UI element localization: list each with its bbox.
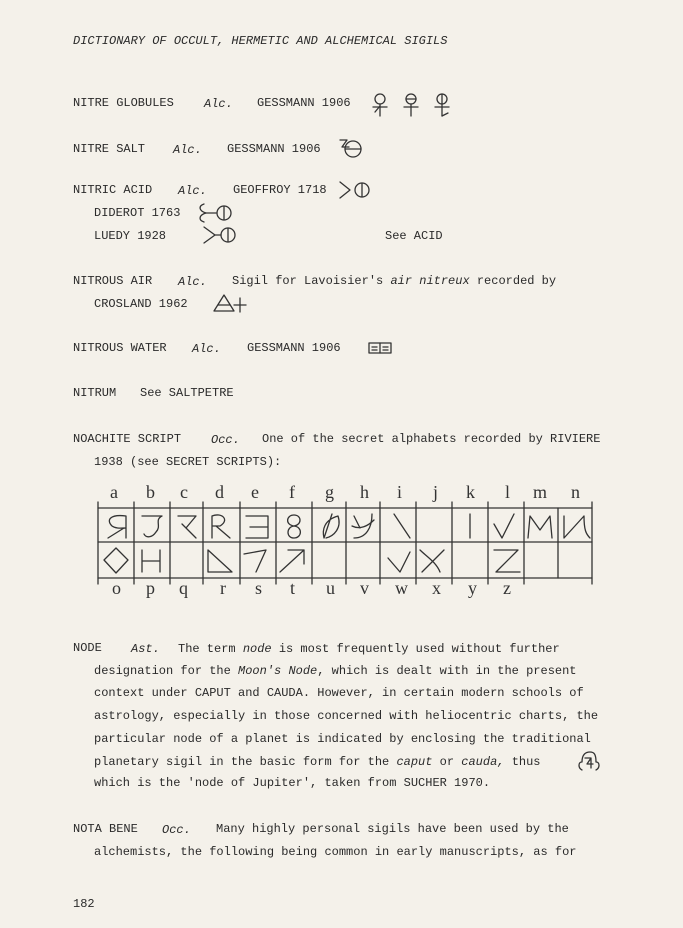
- nitric-acid-sigil-3: [202, 224, 238, 246]
- entry-text: designation for the Moon's Node, which is dealt with in the present: [94, 664, 577, 678]
- node-of-jupiter-sigil: [576, 750, 602, 772]
- alphabet-letter: z: [503, 578, 511, 598]
- entry-text: alchemists, the following being common in early manuscripts, as for: [94, 845, 577, 859]
- entry-term-noachite-script: NOACHITE SCRIPT: [73, 432, 182, 446]
- entry-text: Many highly personal sigils have been used by the: [216, 822, 569, 836]
- nitre-salt-sigil: [337, 137, 365, 159]
- entry-term-nitric-acid: NITRIC ACID: [73, 183, 153, 197]
- alphabet-letter: d: [215, 482, 224, 502]
- entry-term-nitrous-air: NITROUS AIR: [73, 274, 153, 288]
- entry-tag: Alc.: [204, 97, 233, 111]
- entry-source: GESSMANN 1906: [257, 96, 351, 110]
- alphabet-letter: b: [146, 482, 155, 502]
- nitric-acid-sigil-1: [338, 179, 372, 201]
- see-reference: See ACID: [385, 229, 443, 243]
- alphabet-letter: h: [360, 482, 369, 502]
- page-number: 182: [73, 897, 95, 911]
- nitre-globules-sigils: [370, 92, 460, 118]
- alphabet-letter: m: [533, 482, 548, 502]
- entry-tag: Occ.: [211, 433, 240, 447]
- entry-source-sub: CROSLAND 1962: [94, 297, 188, 311]
- alphabet-letter: w: [395, 578, 408, 598]
- entry-tag: Occ.: [162, 823, 191, 837]
- entry-term-nitrum: NITRUM: [73, 386, 117, 400]
- entry-tag: Alc.: [192, 342, 221, 356]
- nitric-acid-sigil-2: [196, 201, 234, 225]
- alphabet-letter: e: [251, 482, 259, 502]
- running-header: DICTIONARY OF OCCULT, HERMETIC AND ALCHEMICAL SIGILS: [73, 34, 448, 48]
- entry-source-sub: LUEDY 1928: [94, 229, 167, 243]
- alphabet-letter: c: [180, 482, 188, 502]
- alphabet-letter: g: [325, 482, 334, 502]
- entry-tag: Alc.: [178, 184, 207, 198]
- noachite-alphabet-grid: [90, 498, 600, 588]
- alphabet-letter: l: [505, 482, 511, 502]
- alphabet-letter: x: [432, 578, 441, 598]
- entry-source-sub: DIDEROT 1763: [94, 206, 181, 220]
- entry-text: particular node of a planet is indicated by enclosing the traditional: [94, 732, 591, 746]
- alphabet-letter: u: [326, 578, 335, 598]
- entry-source: GEOFFROY 1718: [233, 183, 327, 197]
- see-reference: See SALTPETRE: [140, 386, 234, 400]
- alphabet-letter: a: [110, 482, 118, 502]
- alphabet-letter: k: [466, 482, 475, 502]
- entry-source: GESSMANN 1906: [247, 341, 341, 355]
- entry-text: context under CAPUT and CAUDA. However, in certain modern schools of: [94, 686, 584, 700]
- entry-text: which is the 'node of Jupiter', taken from SUCHER 1970.: [94, 776, 491, 790]
- alphabet-letter: o: [112, 578, 121, 598]
- alphabet-letter: t: [290, 578, 296, 598]
- entry-source: GESSMANN 1906: [227, 142, 321, 156]
- alphabet-letter: f: [289, 482, 295, 502]
- entry-text: The term node is most frequently used without further: [178, 642, 560, 656]
- entry-tag: Alc.: [178, 275, 207, 289]
- entry-term-nitre-salt: NITRE SALT: [73, 142, 146, 156]
- nitrous-water-sigil: [368, 341, 392, 355]
- alphabet-letter: y: [468, 578, 477, 598]
- alphabet-letter: n: [571, 482, 580, 502]
- alphabet-letter: s: [255, 578, 263, 598]
- alphabet-letter: i: [397, 482, 403, 502]
- entry-term-nitrous-water: NITROUS WATER: [73, 341, 167, 355]
- alphabet-letter: q: [179, 578, 188, 598]
- entry-text: Sigil for Lavoisier's air nitreux recorded by: [232, 274, 557, 288]
- entry-tag: Ast.: [131, 642, 160, 656]
- alphabet-letter: r: [220, 578, 226, 598]
- alphabet-letter: j: [433, 482, 439, 502]
- entry-term-node: NODE: [73, 641, 102, 655]
- entry-term-nota-bene: NOTA BENE: [73, 822, 138, 836]
- alphabet-letter: p: [146, 578, 155, 598]
- nitrous-air-sigil: [212, 292, 248, 314]
- entry-text: One of the secret alphabets recorded by RIVIERE: [262, 432, 601, 446]
- entry-text: 1938 (see SECRET SCRIPTS):: [94, 455, 282, 469]
- entry-tag: Alc.: [173, 143, 202, 157]
- entry-term-nitre-globules: NITRE GLOBULES: [73, 96, 174, 110]
- alphabet-letter: v: [360, 578, 369, 598]
- entry-text: astrology, especially in those concerned with heliocentric charts, the: [94, 709, 599, 723]
- entry-text: planetary sigil in the basic form for the caput or cauda, thus: [94, 755, 541, 769]
